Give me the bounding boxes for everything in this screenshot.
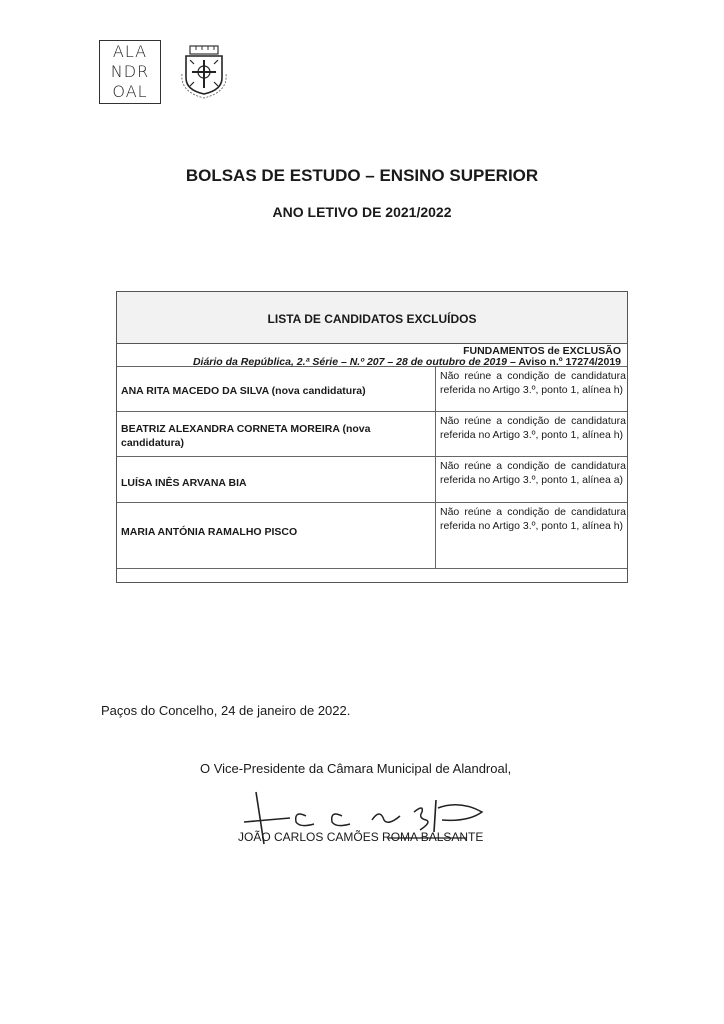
logo-line-2: NDR: [110, 62, 150, 81]
table-header: [117, 292, 627, 344]
excluded-candidates-table: [116, 291, 628, 583]
municipal-crest-icon: [176, 44, 232, 102]
table-title: LISTA DE CANDIDATOS EXCLUÍDOS: [267, 312, 477, 326]
signer-name: JOÃO CARLOS CAMÕES ROMA BALSANTE: [238, 830, 484, 844]
place-date: Paços do Concelho, 24 de janeiro de 2022.: [101, 703, 351, 718]
candidate-name: ANA RITA MACEDO DA SILVA (nova candidatura): [121, 385, 366, 397]
table-row: [117, 503, 627, 569]
grounds-header-row: [117, 344, 627, 367]
vice-president-line: O Vice-Presidente da Câmara Municipal de Alandroal,: [200, 761, 512, 776]
document-title: BOLSAS DE ESTUDO – ENSINO SUPERIOR: [185, 166, 539, 185]
document-subtitle: ANO LETIVO DE 2021/2022: [272, 204, 452, 220]
logo-line-1: ALA: [112, 42, 148, 61]
candidate-name: MARIA ANTÓNIA RAMALHO PISCO: [121, 526, 298, 538]
table-row: [117, 412, 627, 457]
table-row: [117, 367, 627, 412]
alandroal-logo: [99, 40, 161, 104]
candidate-name: LUÍSA INÊS ARVANA BIA: [121, 477, 247, 489]
legal-reference-notice: – Aviso n.º 17274/2019: [507, 356, 621, 368]
table-row: [117, 457, 627, 503]
grounds-title: FUNDAMENTOS de EXCLUSÃO: [463, 345, 621, 357]
exclusion-reason: Não reúne a condição de candidatura referida no Artigo 3.º, ponto 1, alínea h): [435, 503, 629, 568]
exclusion-reason: Não reúne a condição de candidatura referida no Artigo 3.º, ponto 1, alínea h): [435, 367, 629, 411]
exclusion-reason: Não reúne a condição de candidatura referida no Artigo 3.º, ponto 1, alínea h): [435, 412, 629, 456]
exclusion-reason: Não reúne a condição de candidatura referida no Artigo 3.º, ponto 1, alínea a): [435, 457, 629, 502]
table-empty-row: [117, 569, 627, 582]
candidate-name: BEATRIZ ALEXANDRA CORNETA MOREIRA (nova candidatura): [121, 423, 371, 449]
legal-reference-gazette: Diário da República, 2.ª Série – N.º 207 – 28 de outubro de 2019: [192, 356, 508, 368]
logo-line-3: OAL: [112, 82, 148, 101]
